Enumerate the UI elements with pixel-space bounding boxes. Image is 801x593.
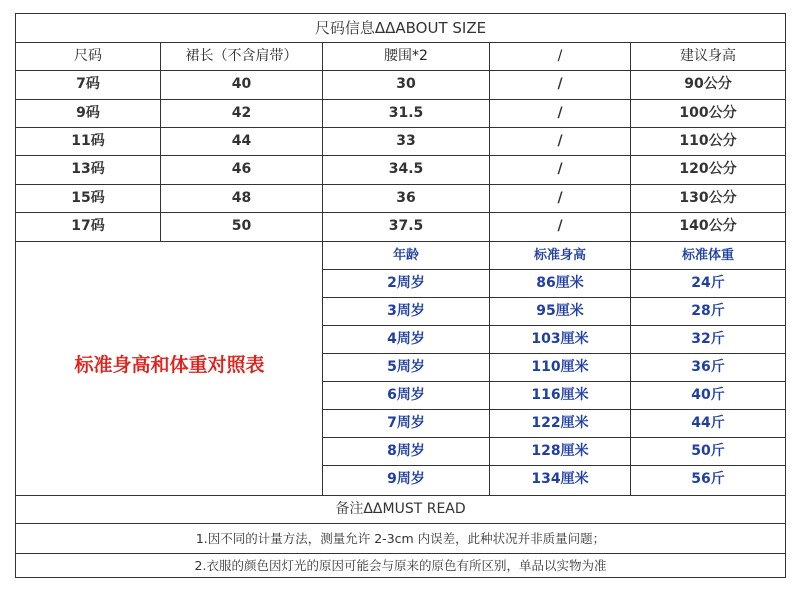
std-weight-cell: 40斤 [691, 387, 725, 403]
std-height-cell: 122厘米 [490, 410, 631, 437]
slash-cell: / [490, 185, 631, 212]
size-header-row [16, 43, 785, 71]
slash-cell: / [490, 71, 631, 99]
waist-cell: 34.5 [323, 156, 490, 184]
table-row [323, 326, 785, 354]
table-row [323, 410, 785, 438]
waist-cell: 37.5 [323, 213, 490, 241]
age-cell: 2周岁 [323, 270, 490, 297]
table-row [16, 156, 785, 185]
std-weight-cell: 32斤 [691, 331, 725, 347]
height-cell: 90公分 [684, 76, 732, 92]
table-row [16, 100, 785, 128]
size-cell: 11码 [16, 128, 161, 155]
table-row [323, 382, 785, 410]
header-std-height: 标准身高 [490, 242, 631, 269]
size-cell: 15码 [16, 185, 161, 212]
height-cell: 100公分 [679, 105, 737, 121]
age-cell: 5周岁 [323, 354, 490, 381]
note-item: 1.因不同的计量方法，测量允许 2-3cm 内误差，此种状况并非质量问题； [16, 525, 785, 554]
reference-label-cell [16, 242, 323, 495]
table-row [323, 270, 785, 298]
length-cell: 42 [161, 100, 323, 127]
header-slash: / [490, 43, 631, 70]
age-cell: 8周岁 [323, 438, 490, 465]
age-cell: 7周岁 [323, 410, 490, 437]
header-size: 尺码 [16, 43, 161, 70]
slash-cell: / [490, 100, 631, 127]
std-weight-cell: 24斤 [691, 275, 725, 291]
length-cell: 46 [161, 156, 323, 184]
table-row [323, 438, 785, 466]
std-height-cell: 134厘米 [490, 466, 631, 495]
length-cell: 44 [161, 128, 323, 155]
slash-cell: / [490, 156, 631, 184]
waist-cell: 36 [323, 185, 490, 212]
length-cell: 48 [161, 185, 323, 212]
std-weight-cell: 56斤 [691, 471, 725, 487]
size-cell: 17码 [16, 213, 161, 241]
slash-cell: / [490, 213, 631, 241]
size-chart-table [15, 13, 786, 578]
size-cell: 7码 [16, 71, 161, 99]
height-cell: 110公分 [679, 133, 737, 149]
waist-cell: 30 [323, 71, 490, 99]
waist-cell: 31.5 [323, 100, 490, 127]
age-cell: 9周岁 [323, 466, 490, 495]
std-weight-cell: 50斤 [691, 443, 725, 459]
std-height-cell: 128厘米 [490, 438, 631, 465]
table-row [16, 71, 785, 100]
table-row [16, 185, 785, 213]
age-cell: 6周岁 [323, 382, 490, 409]
header-height: 建议身高 [680, 48, 736, 64]
std-height-cell: 110厘米 [490, 354, 631, 381]
reference-label: 标准身高和体重对照表 [74, 354, 265, 376]
table-row [323, 354, 785, 382]
header-length: 裙长（不含肩带） [161, 43, 323, 70]
weight-table [323, 242, 785, 495]
waist-cell: 33 [323, 128, 490, 155]
std-height-cell: 95厘米 [490, 298, 631, 325]
age-cell: 4周岁 [323, 326, 490, 353]
height-cell: 140公分 [679, 218, 737, 234]
note-item: 2.衣服的颜色因灯光的原因可能会与原来的原色有所区别，单品以实物为准 [194, 558, 607, 573]
weight-header-row [323, 242, 785, 270]
std-height-cell: 86厘米 [490, 270, 631, 297]
header-age: 年龄 [323, 242, 490, 269]
notes-title: 备注ΔΔMUST READ [16, 496, 785, 524]
reference-section [16, 242, 785, 496]
std-height-cell: 116厘米 [490, 382, 631, 409]
size-cell: 9码 [16, 100, 161, 127]
header-std-weight: 标准体重 [681, 248, 734, 263]
std-weight-cell: 36斤 [691, 359, 725, 375]
std-weight-cell: 44斤 [691, 415, 725, 431]
size-chart-title: 尺码信息ΔΔABOUT SIZE [16, 14, 785, 43]
header-waist: 腰围*2 [323, 43, 490, 70]
height-cell: 130公分 [679, 190, 737, 206]
slash-cell: / [490, 128, 631, 155]
table-row [323, 298, 785, 326]
age-cell: 3周岁 [323, 298, 490, 325]
table-row [323, 466, 785, 495]
length-cell: 40 [161, 71, 323, 99]
std-height-cell: 103厘米 [490, 326, 631, 353]
table-row [16, 213, 785, 242]
height-cell: 120公分 [679, 161, 737, 177]
std-weight-cell: 28斤 [691, 303, 725, 319]
size-cell: 13码 [16, 156, 161, 184]
table-row [16, 128, 785, 156]
length-cell: 50 [161, 213, 323, 241]
